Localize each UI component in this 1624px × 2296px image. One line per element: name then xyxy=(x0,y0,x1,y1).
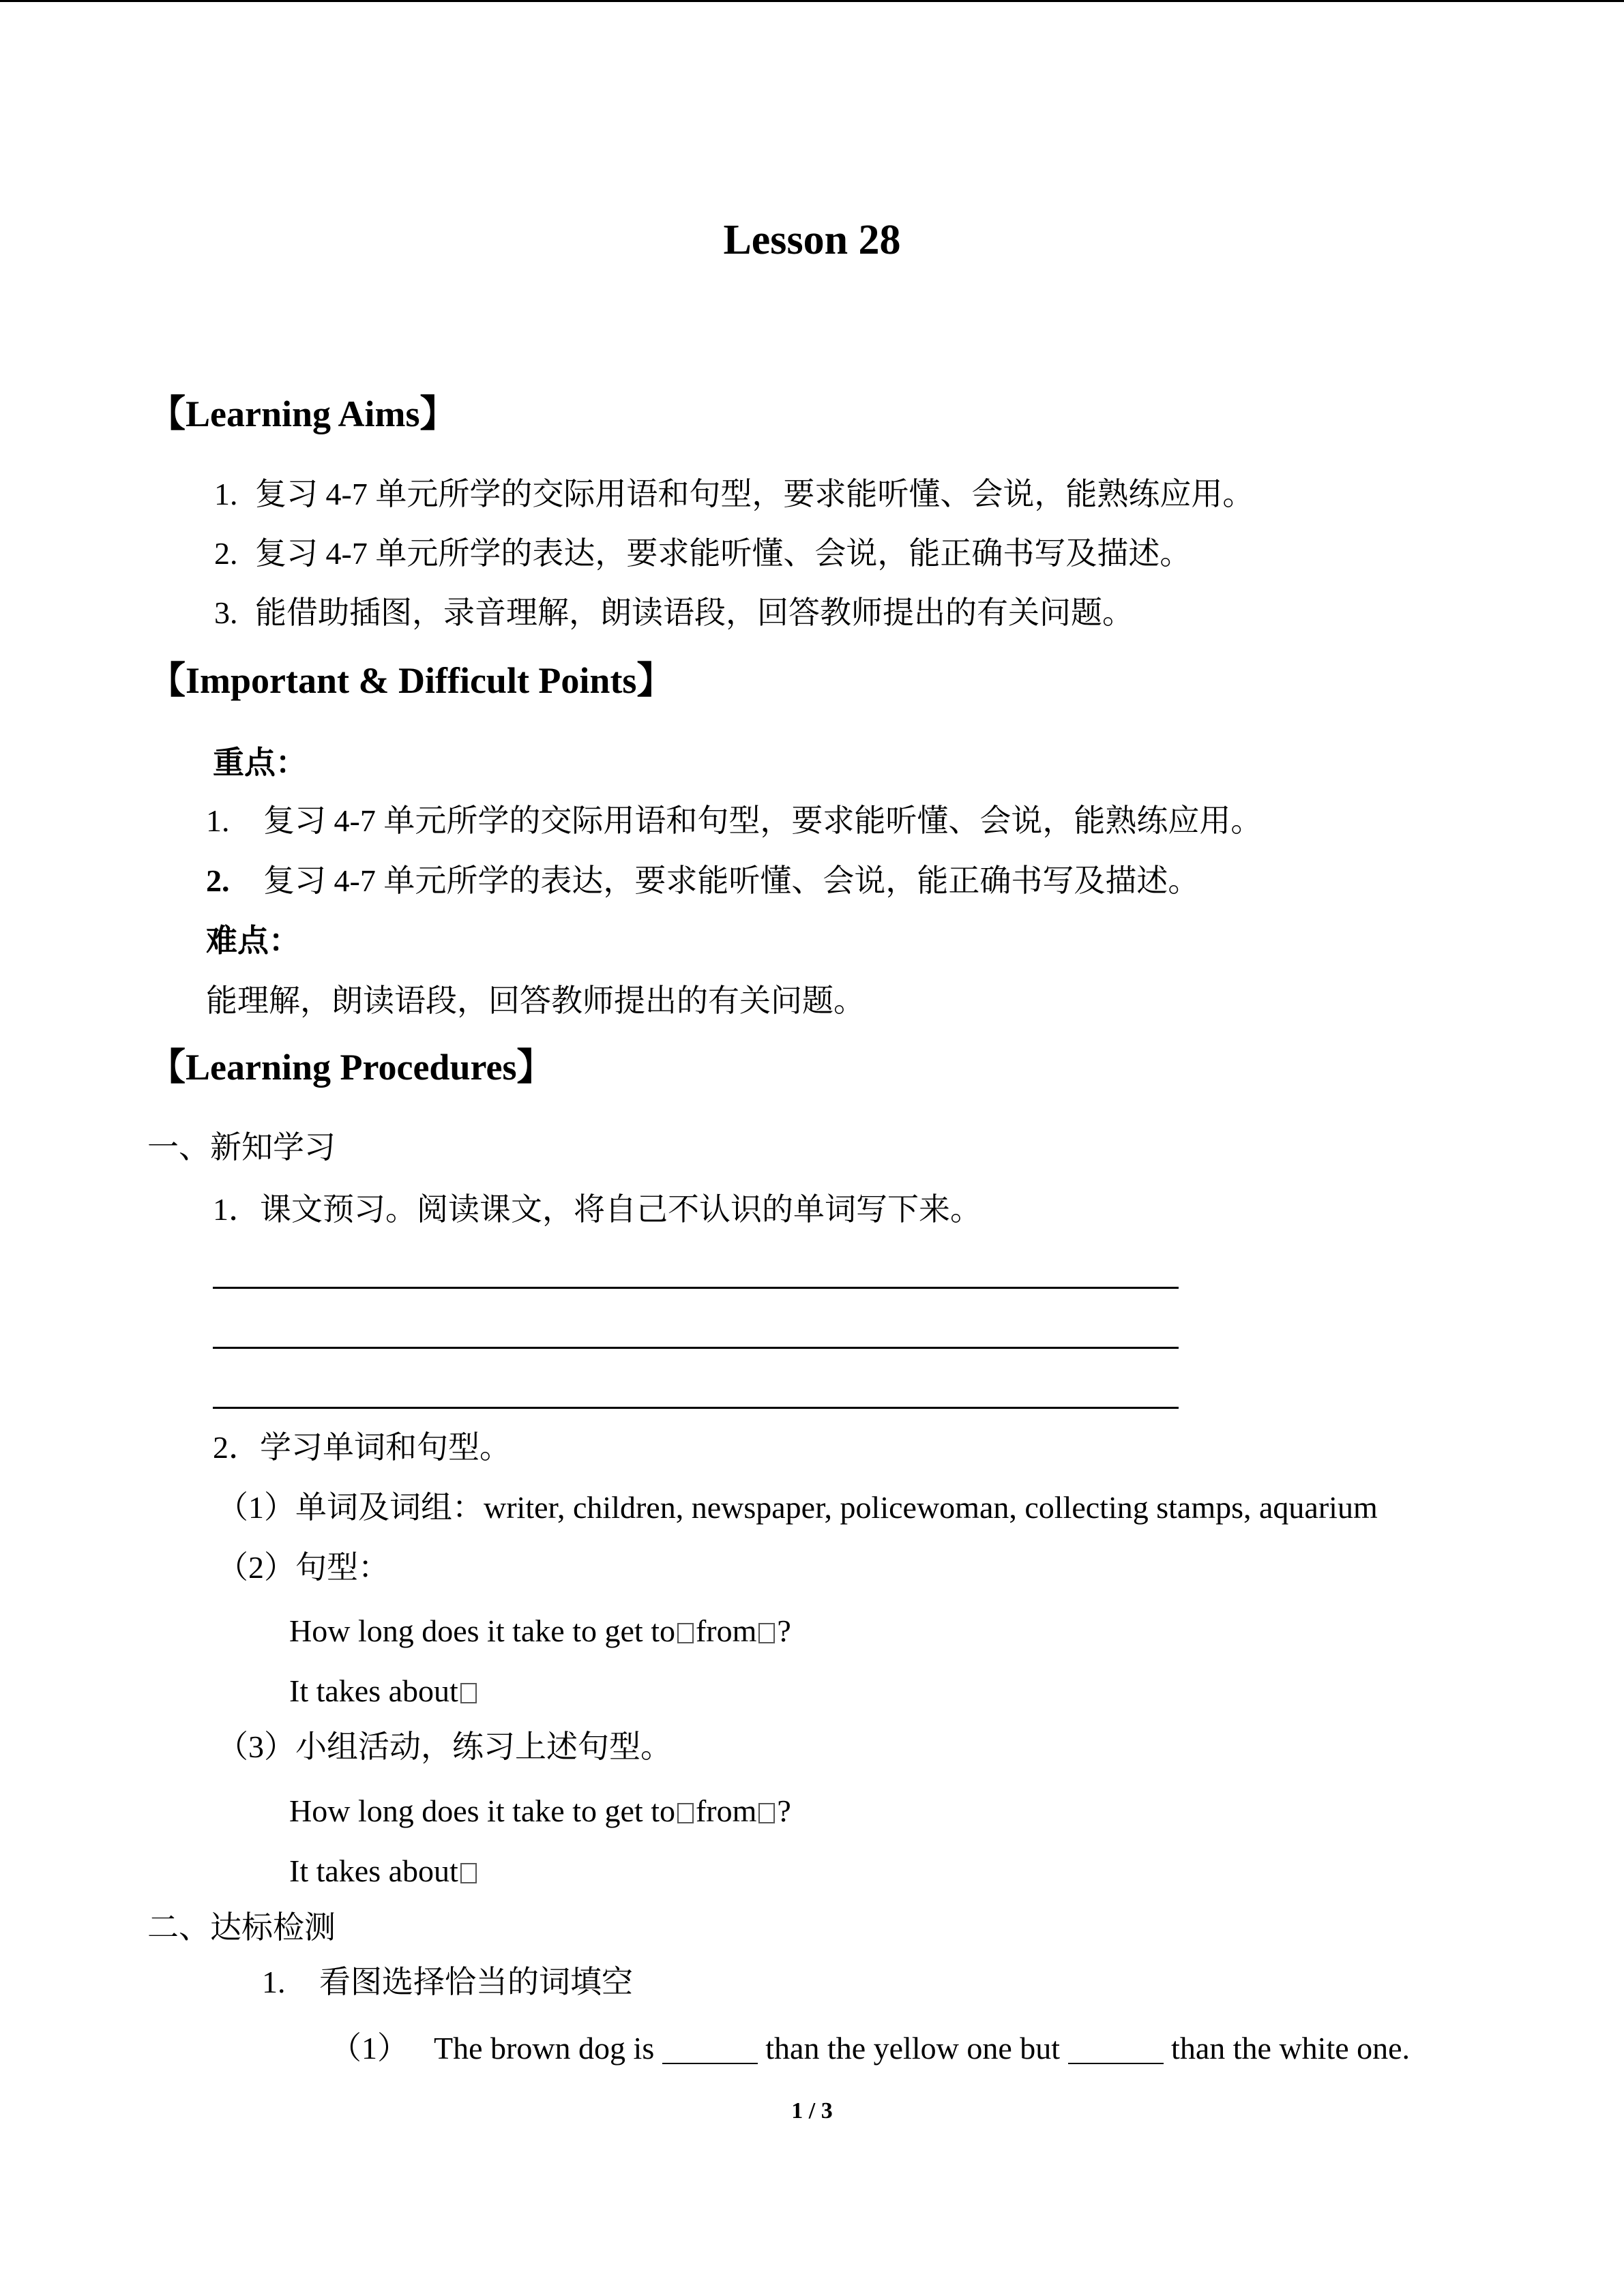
blank-box-icon xyxy=(460,1863,477,1883)
answer-line-3[interactable] xyxy=(213,1407,1179,1409)
question-2-part-c: ? xyxy=(777,1793,791,1828)
key-item-2-num: 2. xyxy=(206,863,230,898)
sentence-question-1 xyxy=(289,1611,791,1652)
page-number: 1 / 3 xyxy=(791,2098,833,2123)
exercise-1-text: 看图选择恰当的词填空 xyxy=(319,1965,633,1999)
vocabulary-words: （1）单词及词组：writer, children, newspaper, policewoman, collecting stamps, aquarium xyxy=(217,1490,1378,1525)
aim-item-3 xyxy=(214,593,1134,633)
sentence-answer-1 xyxy=(289,1671,479,1712)
blank-box-icon xyxy=(677,1803,694,1823)
sentence-pattern-label: （2）句型： xyxy=(217,1550,389,1585)
fill-blank-1[interactable] xyxy=(662,2036,758,2064)
blank-box-icon xyxy=(677,1623,694,1643)
answer-line-1[interactable] xyxy=(213,1287,1179,1289)
step-vocabulary: 2．学习单词和句型。 xyxy=(213,1430,511,1465)
blank-box-icon xyxy=(758,1803,775,1823)
answer-line-2[interactable] xyxy=(213,1347,1179,1349)
key-item-2-text: 复习 4-7 单元所学的表达，要求能听懂、会说，能正确书写及描述。 xyxy=(263,863,1200,898)
exercise-1-question-1 xyxy=(330,2028,1410,2069)
key-item-1-text: 复习 4-7 单元所学的交际用语和句型，要求能听懂、会说，能熟练应用。 xyxy=(263,803,1263,838)
exercise-1-num: 1. xyxy=(262,1965,286,1999)
difficult-points-label: 难点： xyxy=(206,923,300,958)
section-assessment: 二、达标检测 xyxy=(147,1910,336,1945)
key-item-1 xyxy=(206,801,1262,841)
question-1-part-c: ? xyxy=(777,1613,791,1648)
aim-item-2 xyxy=(214,533,1191,574)
aim-item-3-num: 3. xyxy=(214,595,238,630)
important-points-heading: 【Important & Difficult Points】 xyxy=(149,660,674,701)
exercise-1-q1-part-c: than the white one. xyxy=(1171,2031,1411,2066)
difficult-points-text: 能理解，朗读语段，回答教师提出的有关问题。 xyxy=(206,983,865,1018)
exercise-1 xyxy=(262,1962,633,2003)
exercise-1-q1-part-a: The brown dog is xyxy=(434,2031,655,2066)
blank-box-icon xyxy=(460,1683,477,1703)
page-title: Lesson 28 xyxy=(723,217,901,263)
learning-procedures-heading: 【Learning Procedures】 xyxy=(149,1047,554,1088)
aim-item-1-num: 1. xyxy=(214,477,238,511)
aim-item-2-text: 复习 4-7 单元所学的表达，要求能听懂、会说，能正确书写及描述。 xyxy=(255,536,1192,571)
aim-item-3-text: 能借助插图，录音理解，朗读语段，回答教师提出的有关问题。 xyxy=(255,595,1134,630)
top-border xyxy=(0,0,1624,2)
key-item-2 xyxy=(206,861,1199,901)
aim-item-2-num: 2. xyxy=(214,536,238,571)
aim-item-1-text: 复习 4-7 单元所学的交际用语和句型，要求能听懂、会说，能熟练应用。 xyxy=(255,477,1254,511)
question-2-part-a: How long does it take to get to xyxy=(289,1793,675,1828)
question-2-part-b: from xyxy=(695,1793,757,1828)
fill-blank-2[interactable] xyxy=(1068,2036,1164,2064)
sentence-answer-2 xyxy=(289,1851,479,1892)
exercise-1-q1-num: （1） xyxy=(330,2031,409,2066)
key-points-label: 重点： xyxy=(213,745,307,780)
exercise-1-q1-part-b: than the yellow one but xyxy=(765,2031,1061,2066)
answer-1-text: It takes about xyxy=(289,1673,458,1708)
key-item-1-num: 1. xyxy=(206,803,230,838)
section-new-knowledge: 一、新知学习 xyxy=(147,1130,336,1165)
learning-aims-heading: 【Learning Aims】 xyxy=(149,393,457,434)
aim-item-1 xyxy=(214,474,1254,515)
blank-box-icon xyxy=(758,1623,775,1643)
question-1-part-b: from xyxy=(695,1613,757,1648)
sentence-question-2 xyxy=(289,1791,791,1832)
answer-2-text: It takes about xyxy=(289,1853,458,1888)
question-1-part-a: How long does it take to get to xyxy=(289,1613,675,1648)
group-activity: （3）小组活动，练习上述句型。 xyxy=(217,1729,672,1764)
step-preview: 1．课文预习。阅读课文，将自己不认识的单词写下来。 xyxy=(213,1192,981,1227)
